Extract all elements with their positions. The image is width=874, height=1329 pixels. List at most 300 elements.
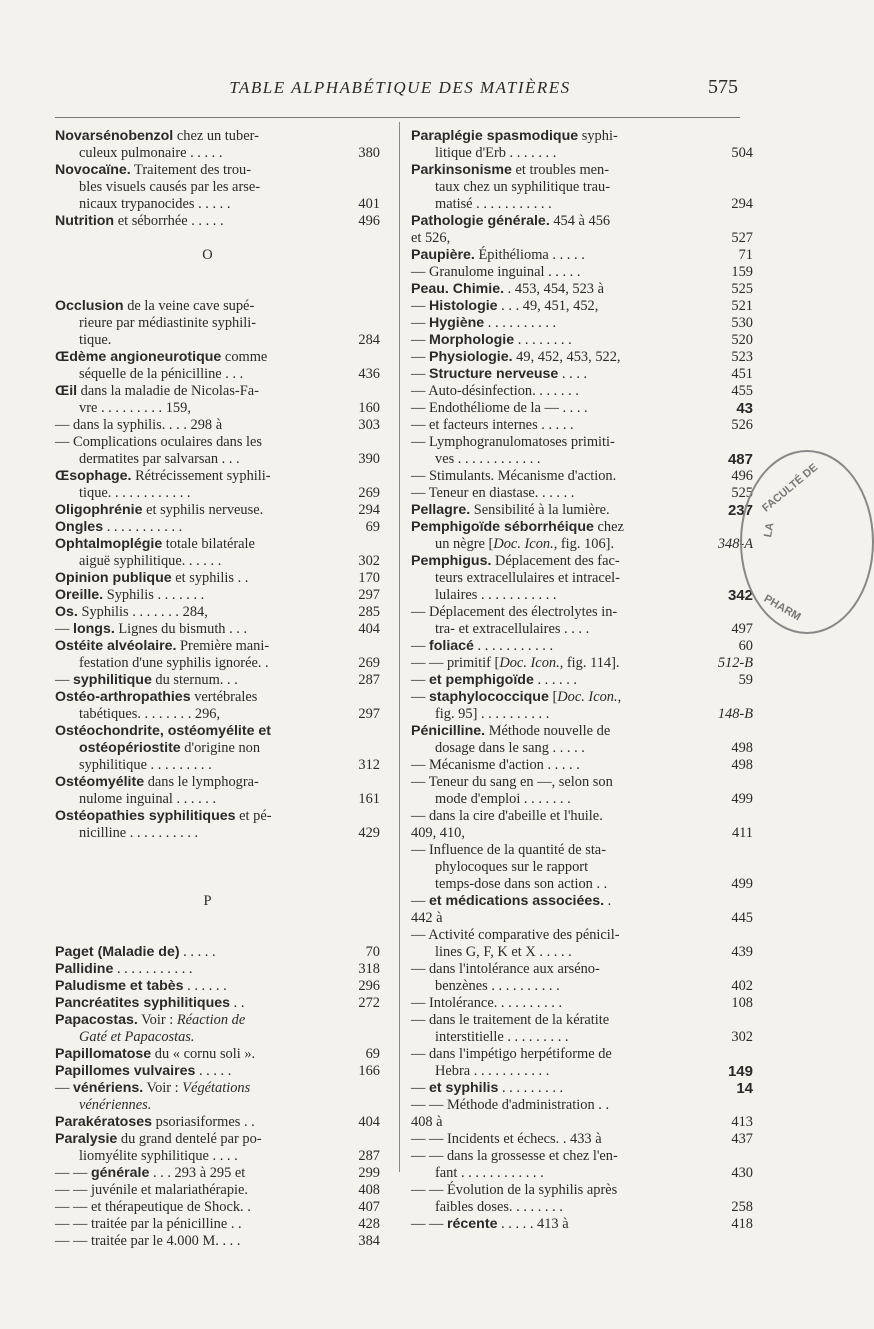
entry-text bbox=[435, 621, 589, 638]
page-ref: 530 bbox=[731, 315, 753, 331]
entry-text bbox=[55, 1046, 255, 1063]
page-ref: 303 bbox=[358, 417, 380, 433]
index-entry bbox=[411, 808, 739, 825]
entry-text bbox=[55, 774, 259, 791]
entry-term: Structure nerveuse bbox=[429, 366, 559, 382]
entry-text bbox=[79, 655, 269, 672]
page-ref: 429 bbox=[358, 825, 380, 841]
entry-segment: — Influence de la quantité de sta- bbox=[411, 842, 606, 858]
index-entry bbox=[411, 995, 753, 1012]
entry-text bbox=[435, 145, 556, 162]
index-entry bbox=[411, 536, 753, 553]
index-entry bbox=[411, 1097, 739, 1114]
page-ref: 237 bbox=[727, 502, 753, 519]
index-entry bbox=[411, 1063, 753, 1080]
entry-segment: . . . . . . . . . . . bbox=[473, 638, 554, 654]
page-ref: 160 bbox=[358, 400, 380, 416]
entry-segment: — — traitée par le 4.000 M. . . . bbox=[55, 1233, 241, 1249]
entry-text bbox=[55, 570, 248, 587]
entry-text bbox=[55, 213, 224, 230]
page-ref: 408 bbox=[358, 1182, 380, 1198]
page-ref: 496 bbox=[358, 213, 380, 229]
entry-text bbox=[79, 825, 198, 842]
entry-segment: — Auto-désinfection. . . . . . . bbox=[411, 383, 579, 399]
page-ref: 380 bbox=[358, 145, 380, 161]
entry-term: Ostéomyélite bbox=[55, 774, 145, 790]
index-entry bbox=[411, 553, 739, 570]
entry-term: Pénicilline. bbox=[411, 723, 486, 739]
entry-text bbox=[79, 485, 191, 502]
entry-term: Ostéochondrite, ostéomyélite et bbox=[55, 723, 272, 739]
index-entry bbox=[55, 536, 360, 553]
page-ref: 436 bbox=[358, 366, 380, 382]
index-entry bbox=[55, 1063, 380, 1080]
entry-term: Ostéo-arthropathies bbox=[55, 689, 191, 705]
index-entry bbox=[55, 553, 380, 570]
entry-segment: dans la maladie de Nicolas-Fa- bbox=[77, 383, 259, 399]
entry-term: Paraplégie spasmodique bbox=[411, 128, 579, 144]
index-entry bbox=[411, 621, 753, 638]
page-ref: 525 bbox=[731, 485, 753, 501]
entry-text bbox=[411, 655, 620, 672]
entry-segment: du grand dentelé par po- bbox=[117, 1131, 262, 1147]
page-ref: 348-A bbox=[717, 536, 753, 552]
page-ref: 527 bbox=[731, 230, 753, 246]
page-ref: 299 bbox=[358, 1165, 380, 1181]
index-entry bbox=[411, 162, 739, 179]
entry-term: Pellagre. bbox=[411, 502, 471, 518]
page-ref: 294 bbox=[731, 196, 753, 212]
entry-segment: . . . . . . bbox=[183, 978, 227, 994]
entry-segment: temps-dose dans son action . . bbox=[435, 876, 608, 892]
entry-segment: Voir : bbox=[137, 1012, 177, 1028]
entry-term: Parkinsonisme bbox=[411, 162, 512, 178]
index-entry bbox=[411, 213, 739, 230]
page-ref: 384 bbox=[358, 1233, 380, 1249]
index-entry bbox=[411, 1080, 753, 1097]
entry-text bbox=[411, 1097, 609, 1114]
entry-text bbox=[79, 196, 230, 213]
entry-segment: nicilline . . . . . . . . . . bbox=[79, 825, 199, 841]
entry-text bbox=[435, 1199, 563, 1216]
index-entry bbox=[411, 859, 739, 876]
entry-segment: Sensibilité à la lumière. bbox=[470, 502, 610, 518]
index-entry bbox=[411, 842, 739, 859]
entry-text bbox=[411, 349, 621, 366]
entry-text bbox=[411, 689, 621, 706]
page-ref: 498 bbox=[731, 757, 753, 773]
entry-text bbox=[411, 162, 609, 179]
entry-term: Paupière. bbox=[411, 247, 475, 263]
entry-segment: matisé . . . . . . . . . . . bbox=[435, 196, 552, 212]
entry-segment: — dans la syphilis. . . . 298 à bbox=[55, 417, 223, 433]
library-stamp: FACULTÉ DE LA PHARM bbox=[740, 450, 874, 634]
entry-text bbox=[411, 774, 613, 791]
index-entry bbox=[411, 825, 753, 842]
entry-segment: , bbox=[617, 689, 622, 705]
entry-text bbox=[55, 1114, 255, 1131]
entry-term: Pallidine bbox=[55, 961, 114, 977]
index-entry bbox=[411, 570, 739, 587]
entry-text bbox=[411, 757, 580, 774]
entry-text bbox=[79, 145, 222, 162]
page-ref: 413 bbox=[731, 1114, 753, 1130]
entry-segment: Doc. Icon. bbox=[499, 655, 560, 671]
page-ref: 272 bbox=[358, 995, 380, 1011]
entry-segment: — Granulome inguinal . . . . . bbox=[411, 264, 581, 280]
index-entry bbox=[411, 774, 739, 791]
entry-segment: tique. bbox=[79, 332, 112, 348]
entry-segment: Rétrécissement syphili- bbox=[131, 468, 271, 484]
page-ref: 496 bbox=[731, 468, 753, 484]
entry-segment: . . . 293 à 295 et bbox=[149, 1165, 246, 1181]
page-ref: 14 bbox=[736, 1080, 753, 1097]
index-entry bbox=[411, 332, 753, 349]
entry-segment: — Endothéliome de la — . . . . bbox=[411, 400, 588, 416]
index-entry bbox=[411, 757, 753, 774]
page-ref: 504 bbox=[731, 145, 753, 161]
entry-segment: dermatites par salvarsan . . . bbox=[79, 451, 240, 467]
index-entry bbox=[411, 655, 753, 672]
page-ref: 149 bbox=[727, 1063, 753, 1080]
index-entry bbox=[55, 400, 380, 417]
entry-segment: [ bbox=[548, 689, 558, 705]
page-ref: 404 bbox=[358, 621, 380, 637]
entry-text bbox=[411, 315, 556, 332]
entry-text bbox=[411, 502, 610, 519]
page-ref: 342 bbox=[727, 587, 753, 604]
entry-segment: et syphilis nerveuse. bbox=[142, 502, 264, 518]
entry-text bbox=[411, 281, 604, 298]
page-ref: 70 bbox=[365, 944, 380, 960]
right-column bbox=[411, 128, 753, 1233]
entry-segment: — et facteurs internes . . . . . bbox=[411, 417, 574, 433]
entry-segment: — Stimulants. Mécanisme d'action. bbox=[411, 468, 617, 484]
index-entry bbox=[411, 944, 753, 961]
index-entry bbox=[411, 400, 753, 417]
index-entry bbox=[55, 434, 360, 451]
index-entry bbox=[411, 230, 753, 247]
entry-text bbox=[435, 706, 549, 723]
entry-text bbox=[411, 1148, 618, 1165]
entry-segment: — — juvénile et malariathérapie. bbox=[55, 1182, 248, 1198]
index-entry bbox=[55, 808, 360, 825]
entry-segment: — bbox=[411, 893, 429, 909]
index-entry bbox=[411, 451, 753, 468]
entry-text bbox=[79, 1029, 195, 1046]
entry-text bbox=[411, 1131, 602, 1148]
section-letter bbox=[55, 247, 360, 264]
index-entry bbox=[55, 1080, 360, 1097]
entry-text bbox=[411, 485, 574, 502]
page-ref: 161 bbox=[358, 791, 380, 807]
index-entry bbox=[411, 1029, 753, 1046]
page-ref: 60 bbox=[738, 638, 753, 654]
blank-line bbox=[55, 230, 360, 247]
blank-line bbox=[55, 927, 360, 944]
entry-segment: . 453, 454, 523 à bbox=[504, 281, 604, 297]
page-ref: 430 bbox=[731, 1165, 753, 1181]
index-entry bbox=[411, 927, 739, 944]
entry-term: Paralysie bbox=[55, 1131, 118, 1147]
index-entry bbox=[55, 1012, 360, 1029]
entry-segment: — Teneur du sang en —, selon son bbox=[411, 774, 613, 790]
entry-text bbox=[411, 842, 606, 859]
entry-segment: — bbox=[411, 672, 429, 688]
entry-text bbox=[79, 451, 240, 468]
entry-segment: ves . . . . . . . . . . . . bbox=[435, 451, 541, 467]
entry-term: Œsophage. bbox=[55, 468, 132, 484]
entry-segment: — bbox=[55, 1080, 73, 1096]
blank-line bbox=[55, 859, 360, 876]
index-entry bbox=[411, 723, 739, 740]
section-letter bbox=[55, 893, 360, 910]
index-entry bbox=[411, 485, 753, 502]
entry-segment: Doc. Icon. bbox=[493, 536, 554, 552]
page-ref: 498 bbox=[731, 740, 753, 756]
index-entry bbox=[411, 706, 753, 723]
entry-segment: de la veine cave supé- bbox=[123, 298, 255, 314]
entry-segment: fant . . . . . . . . . . . . bbox=[435, 1165, 544, 1181]
index-entry bbox=[55, 1131, 360, 1148]
index-entry bbox=[411, 1012, 739, 1029]
entry-text bbox=[55, 519, 182, 536]
index-entry bbox=[55, 383, 360, 400]
entry-text bbox=[79, 1148, 238, 1165]
entry-segment: dans le lymphogra- bbox=[144, 774, 259, 790]
entry-segment: — — Évolution de la syphilis après bbox=[411, 1182, 618, 1198]
entry-term: Ostéopathies syphilitiques bbox=[55, 808, 236, 824]
entry-term: et pemphigoïde bbox=[429, 672, 534, 688]
blank-line bbox=[55, 910, 360, 927]
entry-text bbox=[411, 298, 598, 315]
index-entry bbox=[55, 1097, 360, 1114]
entry-segment: Traitement des trou- bbox=[130, 162, 252, 178]
entry-text bbox=[79, 332, 111, 349]
entry-term: Hygiène bbox=[429, 315, 485, 331]
entry-term: Paludisme et tabès bbox=[55, 978, 184, 994]
page-ref: 499 bbox=[731, 876, 753, 892]
entry-segment: — bbox=[55, 621, 73, 637]
entry-text bbox=[55, 468, 271, 485]
index-entry bbox=[55, 451, 380, 468]
entry-segment: et 526, bbox=[411, 230, 451, 246]
entry-segment: Lignes du bismuth . . . bbox=[114, 621, 248, 637]
entry-text bbox=[55, 434, 262, 451]
index-entry bbox=[55, 1046, 380, 1063]
index-entry bbox=[55, 468, 360, 485]
index-entry bbox=[55, 706, 380, 723]
entry-text bbox=[411, 672, 577, 689]
entry-segment: psoriasiformes . . bbox=[152, 1114, 255, 1130]
entry-text bbox=[435, 876, 607, 893]
entry-text bbox=[79, 791, 216, 808]
entry-text bbox=[55, 978, 227, 995]
index-entry bbox=[411, 672, 753, 689]
entry-text bbox=[55, 247, 360, 264]
entry-segment: benzènes . . . . . . . . . . bbox=[435, 978, 560, 994]
entry-text bbox=[411, 366, 587, 383]
entry-text bbox=[55, 383, 259, 400]
index-entry bbox=[55, 519, 380, 536]
index-entry bbox=[55, 366, 380, 383]
page-ref: 258 bbox=[731, 1199, 753, 1215]
page-ref: 411 bbox=[731, 825, 753, 841]
page-ref: 296 bbox=[358, 978, 380, 994]
entry-text bbox=[55, 1131, 262, 1148]
entry-segment: — dans l'impétigo herpétiforme de bbox=[411, 1046, 612, 1062]
entry-segment: — bbox=[411, 638, 429, 654]
entry-text bbox=[411, 604, 617, 621]
index-entry bbox=[411, 1148, 739, 1165]
entry-segment: faibles doses. . . . . . . . bbox=[435, 1199, 563, 1215]
entry-term: Peau. Chimie. bbox=[411, 281, 505, 297]
index-entry bbox=[55, 723, 360, 740]
entry-segment: séquelle de la pénicilline . . . bbox=[79, 366, 244, 382]
entry-term: Papillomatose bbox=[55, 1046, 152, 1062]
entry-segment: Végétations bbox=[182, 1080, 251, 1096]
index-entry bbox=[55, 1114, 380, 1131]
index-entry bbox=[55, 740, 360, 757]
entry-segment: — Activité comparative des pénicil- bbox=[411, 927, 620, 943]
page-ref: 428 bbox=[358, 1216, 380, 1232]
index-entry bbox=[411, 434, 739, 451]
page-ref: 285 bbox=[358, 604, 380, 620]
page-ref: 520 bbox=[731, 332, 753, 348]
entry-term: Os. bbox=[55, 604, 78, 620]
entry-segment: Méthode nouvelle de bbox=[485, 723, 611, 739]
entry-text bbox=[55, 672, 238, 689]
entry-text bbox=[411, 417, 574, 434]
index-entry bbox=[411, 179, 739, 196]
entry-segment: aiguë syphilitique. . . . . . bbox=[79, 553, 222, 569]
blank-line bbox=[55, 876, 360, 893]
entry-text bbox=[435, 196, 552, 213]
entry-term: récente bbox=[446, 1216, 498, 1232]
entry-segment: , fig. 106]. bbox=[553, 536, 615, 552]
entry-term: Histologie bbox=[429, 298, 498, 314]
entry-text bbox=[411, 961, 600, 978]
entry-segment: . . . . . 413 à bbox=[497, 1216, 569, 1232]
index-entry bbox=[411, 1046, 739, 1063]
entry-segment: — bbox=[411, 332, 429, 348]
entry-term: Papillomes vulvaires bbox=[55, 1063, 196, 1079]
index-entry bbox=[411, 383, 753, 400]
page-ref: 166 bbox=[358, 1063, 380, 1079]
entry-text bbox=[55, 349, 267, 366]
entry-text bbox=[55, 162, 251, 179]
entry-text bbox=[411, 1216, 569, 1233]
entry-text bbox=[79, 1097, 151, 1114]
index-entry bbox=[411, 1216, 753, 1233]
entry-text bbox=[411, 383, 579, 400]
entry-segment: . . . . . . bbox=[533, 672, 578, 688]
index-entry bbox=[55, 791, 380, 808]
index-entry bbox=[411, 247, 753, 264]
entry-text bbox=[55, 587, 204, 604]
entry-segment: Réaction de bbox=[176, 1012, 246, 1028]
page-ref: 302 bbox=[731, 1029, 753, 1045]
entry-text bbox=[55, 604, 208, 621]
entry-segment: — — et thérapeutique de Shock. . bbox=[55, 1199, 251, 1215]
entry-text bbox=[55, 1080, 250, 1097]
entry-text bbox=[411, 1114, 443, 1131]
index-entry bbox=[411, 145, 753, 162]
index-entry bbox=[55, 196, 380, 213]
entry-text bbox=[55, 995, 244, 1012]
entry-segment: taux chez un syphilitique trau- bbox=[435, 179, 611, 195]
entry-text bbox=[55, 1233, 240, 1250]
entry-term: syphilitique bbox=[73, 672, 152, 688]
page-ref: 69 bbox=[365, 519, 380, 535]
entry-term: Œdème angioneurotique bbox=[55, 349, 222, 365]
page-ref: 287 bbox=[358, 1148, 380, 1164]
index-entry bbox=[411, 1131, 753, 1148]
entry-term: générale bbox=[90, 1165, 150, 1181]
entry-text bbox=[55, 944, 216, 961]
entry-segment: festation d'une syphilis ignorée. . bbox=[79, 655, 269, 671]
entry-text bbox=[435, 944, 572, 961]
header-rule bbox=[55, 117, 740, 118]
entry-segment: — bbox=[411, 315, 429, 331]
page-ref: 108 bbox=[731, 995, 753, 1011]
index-entry bbox=[411, 893, 739, 910]
entry-text bbox=[435, 536, 614, 553]
entry-segment: . . . 49, 451, 452, bbox=[497, 298, 599, 314]
index-entry bbox=[55, 944, 380, 961]
index-entry bbox=[411, 196, 753, 213]
entry-segment: culeux pulmonaire . . . . . bbox=[79, 145, 223, 161]
entry-text bbox=[55, 1063, 231, 1080]
page-ref: 71 bbox=[738, 247, 753, 263]
page-ref: 525 bbox=[731, 281, 753, 297]
entry-term: Ongles bbox=[55, 519, 104, 535]
entry-segment: — — Méthode d'administration . . bbox=[411, 1097, 610, 1113]
entry-term: et syphilis bbox=[429, 1080, 499, 1096]
page-ref: 302 bbox=[358, 553, 380, 569]
entry-text bbox=[79, 740, 260, 757]
entry-segment: , fig. 114]. bbox=[559, 655, 620, 671]
entry-text bbox=[435, 1029, 569, 1046]
entry-segment: litique d'Erb . . . . . . . bbox=[435, 145, 557, 161]
page-ref: 523 bbox=[731, 349, 753, 365]
entry-text bbox=[435, 859, 588, 876]
index-entry bbox=[411, 791, 753, 808]
page-ref: 312 bbox=[358, 757, 380, 773]
entry-text bbox=[435, 791, 571, 808]
entry-term: Papacostas. bbox=[55, 1012, 138, 1028]
index-entry bbox=[411, 740, 753, 757]
page-ref: 269 bbox=[358, 655, 380, 671]
page-number: 575 bbox=[708, 76, 738, 98]
entry-segment: — dans le traitement de la kératite bbox=[411, 1012, 610, 1028]
header-title: TABLE ALPHABÉTIQUE DES MATIÈRES bbox=[229, 78, 571, 97]
entry-segment: — bbox=[411, 1080, 429, 1096]
entry-segment: 454 à 456 bbox=[549, 213, 611, 229]
entry-text bbox=[411, 468, 616, 485]
index-entry bbox=[55, 961, 380, 978]
entry-text bbox=[435, 570, 620, 587]
entry-text bbox=[55, 1165, 245, 1182]
index-entry bbox=[411, 298, 753, 315]
entry-segment: . . . . . . . . . bbox=[498, 1080, 564, 1096]
entry-text bbox=[79, 400, 191, 417]
entry-text bbox=[435, 451, 541, 468]
entry-segment: comme bbox=[221, 349, 268, 365]
entry-segment: dosage dans le sang . . . . . bbox=[435, 740, 585, 756]
entry-text bbox=[55, 1216, 242, 1233]
entry-term: ostéopériostite bbox=[79, 740, 181, 756]
